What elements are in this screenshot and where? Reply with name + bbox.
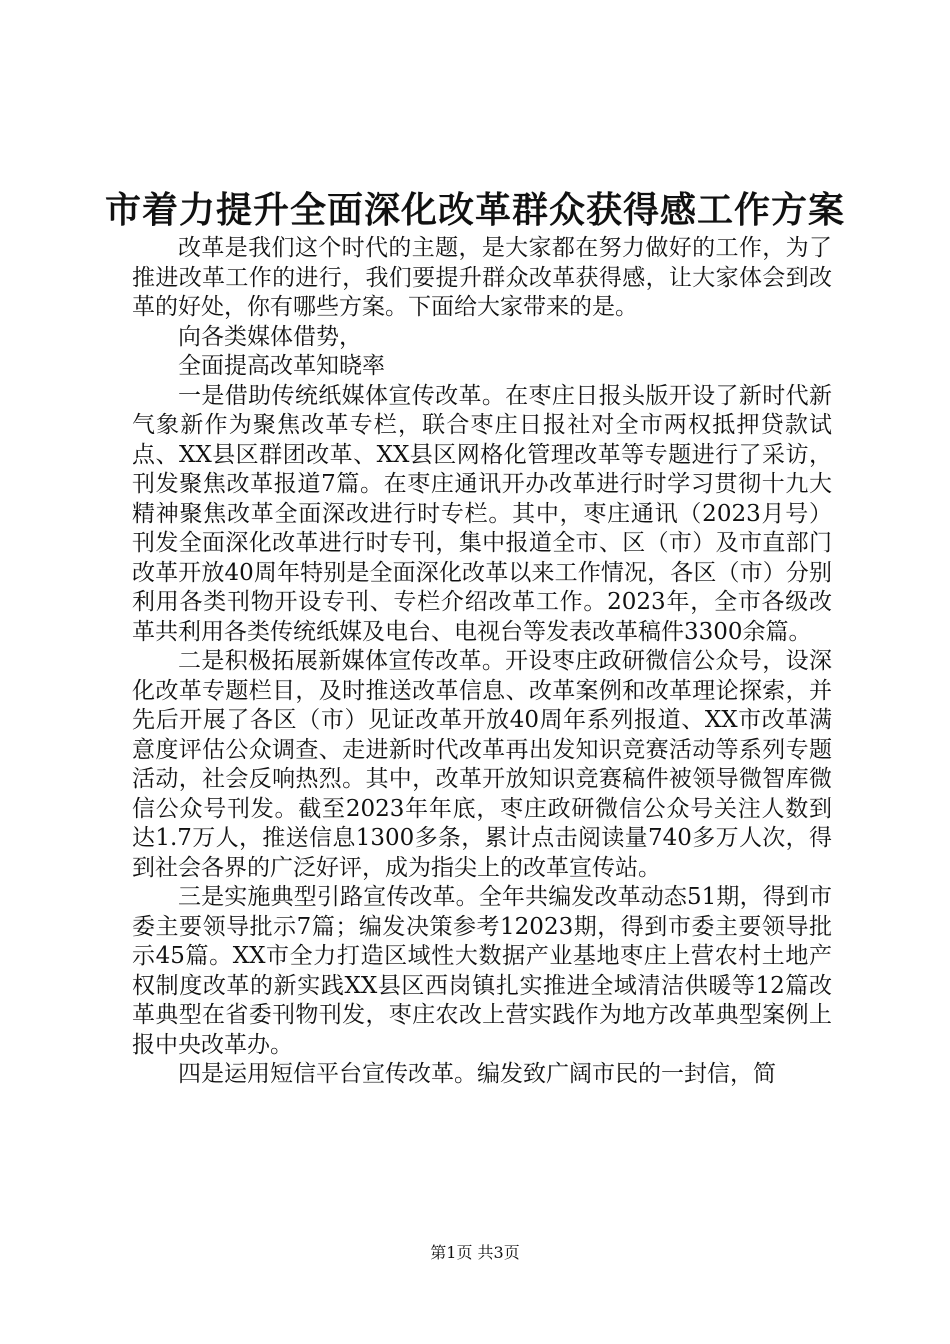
document-title: 市着力提升全面深化改革群众获得感工作方案 [104,189,845,231]
paragraph-intro: 改革是我们这个时代的主题，是大家都在努力做好的工作，为了推进改革工作的进行，我们要提升群众改革获得感，让大家体会到改革的好处，你有哪些方案。下面给大家带来的是。 [132,235,832,320]
paragraph-new-media: 二是积极拓展新媒体宣传改革。开设枣庄政研微信公众号，设深化改革专题栏目，及时推送改革信息、改革案例和改革理论探索，并先后开展了各区（市）见证改革开放40周年系列报道、XX市改革满意度评估公众调查、走进新时代改革再出发知识竞赛活动等系列专题活动，社会反响热烈。其中，改革开放知识竞赛稿件被领导微智库微信公众号刊发。截至2023年年底，枣庄政研微信公众号关注人数到达1.7万人，推送信息1300多条，累计点击阅读量740多万人次，得到社会各界的广泛好评，成为指尖上的改革宣传站。 [132,648,832,881]
paragraph-traditional-media: 一是借助传统纸媒体宣传改革。在枣庄日报头版开设了新时代新气象新作为聚焦改革专栏，联合枣庄日报社对全市两权抵押贷款试点、XX县区群团改革、XX县区网格化管理改革等专题进行了采访，刊发聚焦改革报道7篇。在枣庄通讯开办改革进行时学习贯彻十九大精神聚焦改革全面深改进行时专栏。其中，枣庄通讯（2023月号）刊发全面深化改革进行时专刊，集中报道全市、区（市）及市直部门改革开放40周年特别是全面深化改革以来工作情况，各区（市）分别利用各类刊物开设专刊、专栏介绍改革工作。2023年，全市各级改革共利用各类传统纸媒及电台、电视台等发表改革稿件3300余篇。 [132,382,832,645]
document-body [132,234,832,1090]
paragraph-typical-examples: 三是实施典型引路宣传改革。全年共编发改革动态51期，得到市委主要领导批示7篇；编发决策参考12023期，得到市委主要领导批示45篇。XX市全力打造区域性大数据产业基地枣庄上营农村土地产权制度改革的新实践XX县区西岗镇扎实推进全域清洁供暖等12篇改革典型在省委刊物刊发，枣庄农改上营实践作为地方改革典型案例上报中央改革办。 [132,884,832,1058]
paragraph-heading-1: 向各类媒体借势， [178,323,362,350]
paragraph-heading-2: 全面提高改革知晓率 [178,353,385,379]
paragraph-sms-platform: 四是运用短信平台宣传改革。编发致广阔市民的一封信，简 [178,1061,776,1087]
page-footer: 第1页 共3页 [430,1243,520,1262]
